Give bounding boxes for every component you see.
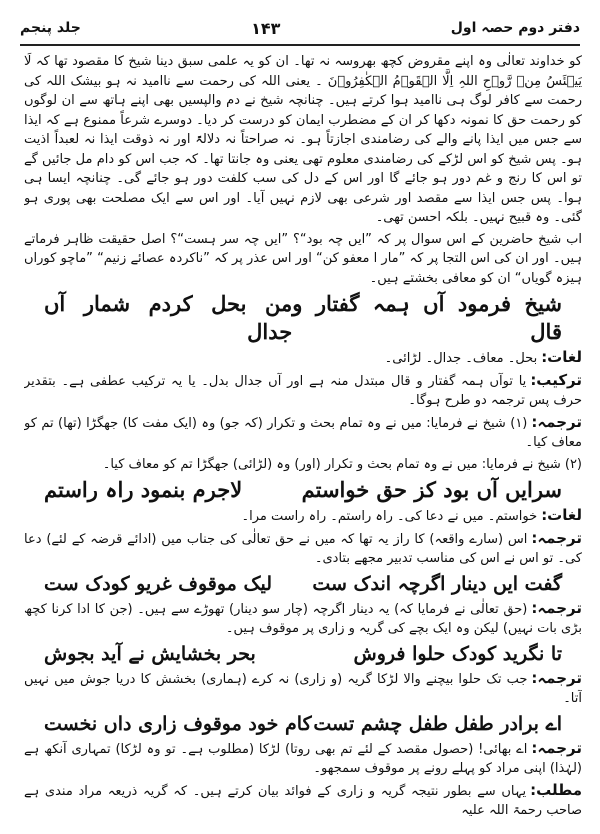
paragraph-text: (۲) شیخ نے فرمایا: میں نے وہ تمام بحث و تکرار (اور) وہ (لڑائی) جھگڑا تم کو معاف کیا۔ xyxy=(102,456,582,472)
verse-first-hemistich: گفت ایں دینار اگرچہ اندک ست xyxy=(312,572,562,595)
paragraph-text: کو خداوند تعالٰی وہ اپنے مقروض کچھ بھروسہ نہ تھا۔ ان کو یہ علمی سبق دینا شیخ کا مقصود تھا کہ لَا یَیۡئَسُ مِنۡ رَّوۡحِ اللہِ اِلَّا الۡقَوۡمُ الۡکٰفِرُوۡنَ ۔ یعنی اللہ کی رحمت سے ناامید نہ ہو بیشک اللہ کی رحمت سے کافر لوگ ہی ناامید ہوا کرتے ہیں۔ چنانچہ شیخ نے دم والپسیں بھی اپنے ہاتھ سے ان لوگوں کو رحمت حق کا نمونہ دکھا کر ان کے مضطرب ایمان کو درست کر دیا۔ دوسرے شرعاً ممنوع ہے کہ ایذا سے جس میں ایذا پانے والے کی رضامندی اجازتاً ہو۔ نہ صراحتاً نہ دلالۃً اور نہ ذوقت ایذا نہ لعبداً اذیت ہو۔ پس شیخ کو اس لڑکے کی رضامندی معلوم تھی یعنی وہ جانتا تھا۔ کہ جب اس کو دام مل جائیں گے تو اس کا رنج و غم دور ہو جائے گا اور اس کے دل کی سب کلفت دور ہو جائے گی۔ چنانچہ ایسا ہی ہوا۔ پس جس ایذا سے مقصد اور شرعی بھی لازم نہیں آیا۔ اور اس سے ایک مصلحت بھی پوری ہو گئی۔ وہ قبیح نہیں۔ بلکہ احسن تھی۔ xyxy=(24,54,582,225)
section-title: دفتر دوم حصہ اول xyxy=(450,20,580,36)
verse-first-hemistich: اے برادر طفل طفل چشم تست xyxy=(313,712,562,735)
section-keyword: ترجمہ: xyxy=(531,528,582,547)
section-keyword: ترجمہ: xyxy=(531,668,582,687)
paragraph xyxy=(24,506,582,527)
volume-label: جلد پنجم xyxy=(20,20,81,36)
paragraph xyxy=(24,348,582,369)
verse-couplet xyxy=(44,290,562,346)
paragraph xyxy=(24,455,582,475)
paragraph xyxy=(24,739,582,779)
section-keyword: مطلب: xyxy=(530,780,582,799)
header-rule xyxy=(20,44,580,46)
page-header xyxy=(20,14,580,42)
verse-first-hemistich: سرایں آں بود کز حق خواستم xyxy=(301,477,562,502)
section-keyword: ترجمہ: xyxy=(531,598,582,617)
paragraph xyxy=(24,599,582,639)
verse-couplet xyxy=(44,571,562,597)
paragraph xyxy=(24,781,582,821)
section-keyword: ترکیب: xyxy=(530,370,582,389)
section-keyword: ترجمہ: xyxy=(531,412,582,431)
paragraph-text: (حق تعالٰی نے فرمایا کہ) یہ دینار اگرچہ (چار سو دینار) تھوڑے سے ہیں۔ (جن کا ادا کرنا کچھ بڑی بات نہیں) لیکن وہ ایک بچے کی گریہ و زاری پر موقوف ہیں۔ xyxy=(24,601,582,636)
paragraph-text: اس (سارے واقعہ) کا راز یہ تھا کہ میں نے حق تعالٰی کی جناب میں (ادائے قرضہ کے لئے) دعا کی۔ تو اس نے اس کی مناسب تدبیر مجھے بتادی۔ xyxy=(24,531,582,566)
paragraph-text: یا توآں ہمہ گفتار و قال مبتدل منہ ہے اور آں جدال بدل۔ یا یہ ترکیب عطفی ہے۔ بتقدیر حرف پس ترجمہ دو طرح ہوگا۔ xyxy=(24,373,582,408)
section-keyword: ترجمہ: xyxy=(531,738,582,757)
section-keyword: لغات: xyxy=(541,348,582,366)
paragraph-text: یہاں سے بطور نتیجہ گریہ و زاری کے فوائد بیان کرتے ہیں۔ کہ گریہ ذریعہ مراد مندی ہے صاحب رحمۃ اللہ علیہ xyxy=(24,783,582,818)
paragraph xyxy=(24,669,582,709)
verse-second-hemistich: لیک موقوف غریو کودک ست xyxy=(44,572,272,595)
paragraph xyxy=(24,413,582,453)
paragraph xyxy=(24,230,582,289)
verse-first-hemistich: تا نگرید کودک حلوا فروش xyxy=(353,642,562,665)
paragraph xyxy=(24,52,582,228)
page-body xyxy=(24,52,582,824)
verse-first-hemistich: شیخ فرمود آں ہمہ گفتار و قال xyxy=(292,291,562,344)
paragraph-text: اب شیخ حاضرین کے اس سوال پر کہ ”ایں چہ بود“؟ ”ایں چہ سر ہست“؟ اصل حقیقت ظاہر فرماتے ہیں۔ اور ان کی اس التجا پر کہ ”مار ا معفو کن“ اور اس عذر پر کہ ”ناکردہ عصائے زنیم“ ”ماچو کوراں ہیزہ گویاں“ ان کو معافی بخشتے ہیں۔ xyxy=(24,231,582,286)
verse-second-hemistich: لاجرم بنمود راہ راستم xyxy=(44,477,243,502)
verse-second-hemistich: بحر بخشایش نے آید بجوش xyxy=(44,642,256,665)
verse-couplet xyxy=(44,711,562,737)
paragraph xyxy=(24,529,582,569)
section-keyword: لغات: xyxy=(541,506,582,524)
verse-couplet xyxy=(44,476,562,504)
page-number: ۱۴۳ xyxy=(251,18,281,38)
paragraph xyxy=(24,371,582,411)
paragraph-text: جب تک حلوا بیچنے والا لڑکا گریہ (و زاری) نہ کرے (ہماری) بخشش کا دریا جوش میں نہیں آتا۔ xyxy=(24,671,582,706)
paragraph-text: خواستم۔ میں نے دعا کی۔ راہ راستم۔ راہ راست مرا۔ xyxy=(241,509,538,524)
paragraph-text: (۱) شیخ نے فرمایا: میں نے وہ تمام بحث و تکرار (کہ جو) وہ (ایک مفت کا) جھگڑا (تھا) تم کو معاف کیا۔ xyxy=(24,415,582,450)
paragraph-text: اے بھائی! (حصول مقصد کے لئے تم بھی روتا) لڑکا (مطلوب ہے۔ تو وہ لڑکا) تمہاری آنکھ ہے (لہٰذا) اپنی مراد کو پہلے رونے پر موقوف سمجھو۔ xyxy=(24,741,582,776)
verse-second-hemistich: من بحل کردم شمار آں جدال xyxy=(44,291,293,344)
verse-second-hemistich: کام خود موقوف زاری داں نخست xyxy=(44,712,312,735)
paragraph-text: بحل۔ معاف۔ جدال۔ لڑائی۔ xyxy=(384,351,538,366)
verse-couplet xyxy=(44,641,562,667)
